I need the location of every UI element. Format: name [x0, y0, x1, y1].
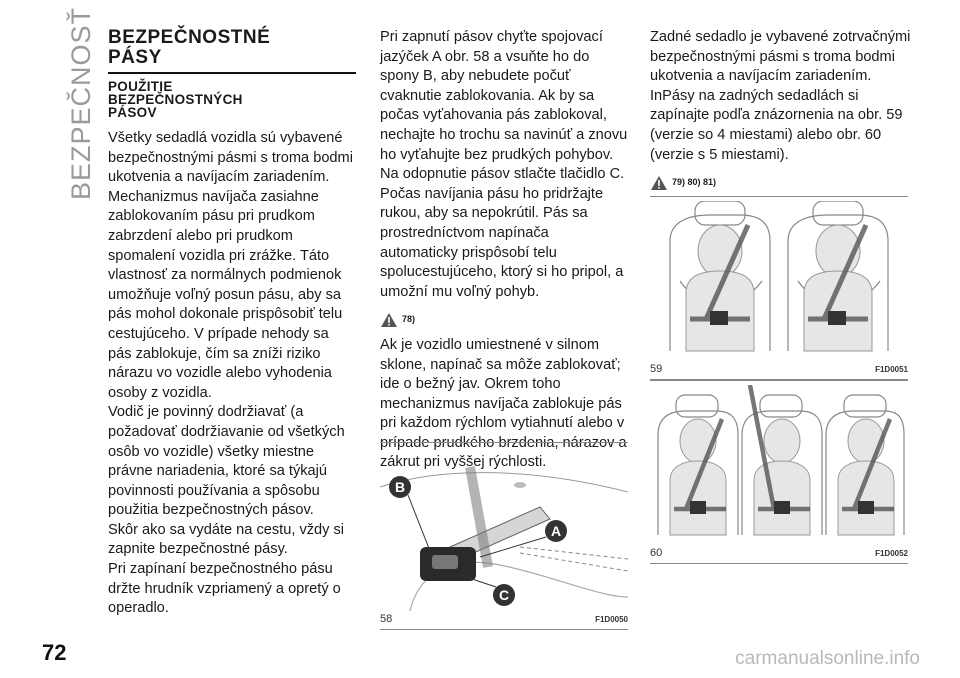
section-title-text: BEZPEČNOSŤ	[66, 6, 96, 200]
figure-code: F1D0052	[875, 549, 908, 558]
warning-triangle-icon	[380, 312, 398, 328]
paragraph: Pri zapnutí pásov chyťte spojovací jazýček A obr. 58 a vsuňte ho do spony B, aby nebudete počuť cvaknutie zablokovania. Ak by sa počas vyťahovania pás zablokoval, nechajte ho trochu sa navinúť a znovu ho vyťahujte bez prudkých pohybov.	[380, 29, 628, 163]
paragraph: Všetky sedadlá vozidla sú vybavené bezpečnostnými pásmi s troma bodmi ukotvenia a navíjacím zariadením. Mechanizmus navíjača zasiahne zablokovaním pásu pri prudkom zabrzdení alebo pri prudkom spomalení vozidla pri zrážke. Táto vlastnosť za normálnych podmienok umožňuje voľný posun pásu, aby sa pás mohol dokonale prispôsobiť telu cestujúceho. V prípade nehody sa pás zablokuje, čím sa zníži riziko nárazu vo vozidle alebo vyhodenia osoby z vozidla.	[108, 130, 353, 401]
figure-code: F1D0051	[875, 365, 908, 374]
rear-seats-five-illustration	[650, 385, 908, 545]
paragraph: Skôr ako sa vydáte na cestu, vždy si zapnite bezpečnostné pásy.	[108, 521, 345, 558]
callout-b-letter: B	[394, 479, 406, 495]
column-1	[108, 28, 356, 619]
figure-58	[380, 442, 628, 630]
paragraph: InPásy na zadných sedadlách si zapínajte podľa znázornenia na obr. 59 (verzie so 4 miestami) alebo obr. 60 (verzie s 5 miestami).	[650, 87, 903, 163]
seatbelt-buckle-illustration	[380, 447, 628, 611]
figure-number: 58	[380, 613, 393, 625]
paragraph: Zadné sedadlo je vybavené zotrvačnými bezpečnostnými pásmi s troma bodmi ukotvenia a navíjacím zariadením.	[650, 29, 911, 85]
callout-a-letter: A	[550, 523, 562, 539]
warning-triangle-icon	[650, 175, 668, 191]
watermark-text: carmanualsonline.info	[735, 648, 920, 669]
paragraph: Na odopnutie pásov stlačte tlačidlo C. Počas navíjania pásu ho pridržajte rukou, aby sa nepokrútil. Pás sa prostredníctvom napínača automaticky prispôsobí telu spolucestujúceho, ktorý si ho pripol, a umožní mu voľný pohyb.	[380, 166, 625, 300]
column-3	[650, 28, 912, 199]
callout-c-letter: C	[498, 587, 510, 603]
main-heading: BEZPEČNOSTNÉ PÁSY	[108, 28, 356, 74]
figure-59	[650, 196, 908, 380]
paragraph: Vodič je povinný dodržiavať (a požadovať dodržiavanie od všetkých osôb vo vozidle) všetky miestne právne nariadenia, ktoré sa týkajú povinnosti používania a spôsobu použitia bezpečnostných pásov.	[108, 404, 345, 519]
sub-heading: POUŽITIE BEZPEČNOSTNÝCH PÁSOV	[108, 79, 243, 120]
figure-number: 59	[650, 363, 663, 375]
paragraph: Pri zapínaní bezpečnostného pásu držte hrudník vzpriamený a opretý o operadlo.	[108, 561, 341, 617]
figure-60	[650, 380, 908, 564]
figure-number: 60	[650, 547, 663, 559]
warning-reference: 79) 80) 81)	[650, 173, 912, 193]
column-2	[380, 28, 630, 473]
paragraph: Ak je vozidlo umiestnené v silnom sklone, napínač sa môže zablokovať; ide o bežný jav. Okrem toho mechanizmus navíjača zablokuje pás pri každom rýchlom vytiahnutí alebo v prípade prudkého brzdenia, nárazov a zákrut pri vyššej rýchlosti.	[380, 336, 627, 471]
rear-seats-four-illustration	[650, 201, 908, 359]
warning-reference: 78)	[380, 310, 630, 330]
section-side-title	[18, 6, 96, 200]
page-number: 72	[42, 640, 67, 665]
callout-b	[389, 476, 430, 551]
figure-code: F1D0050	[595, 615, 628, 624]
